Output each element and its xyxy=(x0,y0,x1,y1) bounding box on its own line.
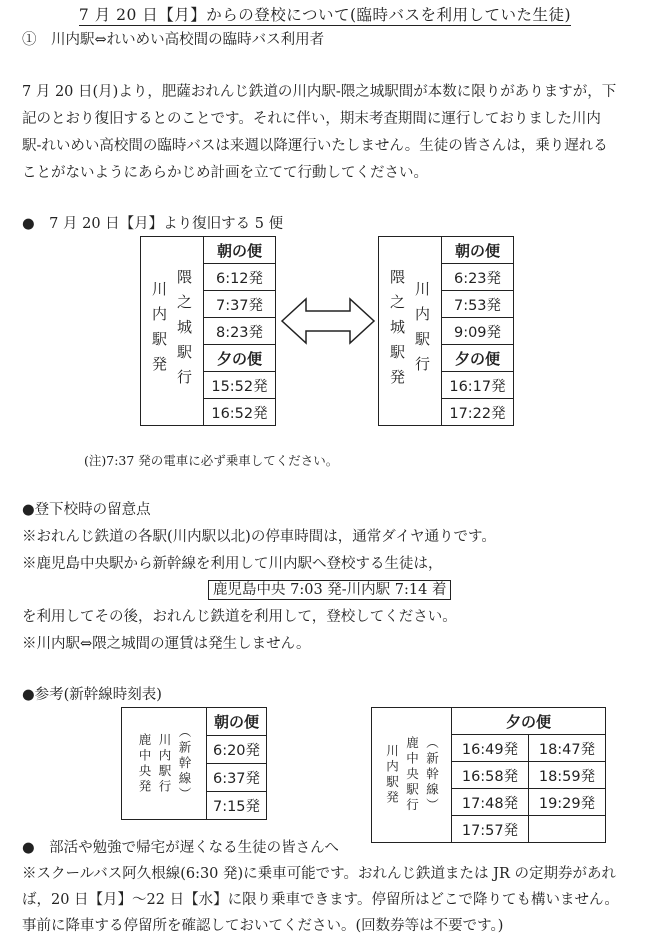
intro-line-2: 記のとおり復旧するとのことです。それに伴い，期末考査期間に運行しておりました川内 xyxy=(22,111,601,127)
origin-label: 川内駅発 xyxy=(384,744,400,806)
page-title xyxy=(0,3,650,25)
destination-label: 鹿中央駅行 xyxy=(404,736,420,814)
destination-label: 川内駅発 xyxy=(150,281,168,381)
time-cell: 7:15発 xyxy=(207,792,267,820)
time-cell: 16:58発 xyxy=(452,762,529,789)
closing-line-2: ば，20 日【月】～22 日【水】に限り乗車できます。停留所はどこで降りても構いません。 xyxy=(22,892,619,908)
time-cell: 16:52発 xyxy=(204,399,276,426)
time-cell: 6:20発 xyxy=(207,736,267,764)
evening-label: 夕の便 xyxy=(452,708,606,735)
timetable-to-sendai xyxy=(378,236,514,426)
destination-label: 隈之城駅行 xyxy=(175,268,193,394)
morning-label: 朝の便 xyxy=(442,237,514,264)
destination-label: 隈之城駅発 xyxy=(388,268,406,394)
intro-line-1: 7 月 20 日(月)より，肥薩おれんじ鉄道の川内駅-隈之城駅間が本数に限りがありますが，下 xyxy=(22,84,617,100)
shinkansen-evening-table xyxy=(371,707,606,843)
section-commute-notes: ●登下校時の留意点 xyxy=(22,502,151,518)
shinkansen-header-cell xyxy=(372,708,452,843)
intro-line-4: ことがないようにあらかじめ計画を立てて行動してください。 xyxy=(22,165,428,181)
destination-label: 川内駅行 xyxy=(157,732,172,795)
note-point-1: ※おれんじ鉄道の各駅(川内駅以北)の停車時間は，通常ダイヤ通りです。 xyxy=(22,529,496,545)
time-cell: 19:29発 xyxy=(529,789,606,816)
closing-line-3: 事前に降車する停留所を確認しておいてください。(回数券等は不要です。) xyxy=(22,918,504,934)
boxed-train-text: 鹿児島中央 7:03 発-川内駅 7:14 着 xyxy=(208,580,451,600)
time-cell: 17:57発 xyxy=(452,816,529,843)
evening-label: 夕の便 xyxy=(204,345,276,372)
intro-line-3: 駅-れいめい高校間の臨時バスは来週以降運行いたしません。生徒の皆さんは，乗り遅れる xyxy=(22,138,608,154)
note-point-4: ※川内駅⇔隈之城間の運賃は発生しません。 xyxy=(22,636,311,652)
closing-line-1: ※スクールバス阿久根線(6:30 発)に乗車可能です。おれんじ鉄道または JR の定期券があれ xyxy=(22,866,616,882)
time-cell: 15:52発 xyxy=(204,372,276,399)
timetable-to-kumanojo xyxy=(140,236,276,426)
morning-label: 朝の便 xyxy=(204,237,276,264)
section-shinkansen-reference: ●参考(新幹線時刻表) xyxy=(22,687,162,703)
time-cell: 6:23発 xyxy=(442,264,514,291)
timetable-header-cell xyxy=(141,237,204,426)
note-point-2: ※鹿児島中央駅から新幹線を利用して川内駅へ登校する生徒は， xyxy=(22,556,443,572)
section-late-students: ● 部活や勉強で帰宅が遅くなる生徒の皆さんへ xyxy=(22,840,339,856)
timetable-header-cell xyxy=(379,237,442,426)
shinkansen-header-cell xyxy=(122,708,207,820)
time-cell: 7:37発 xyxy=(204,291,276,318)
note-point-3: を利用してその後，おれんじ鉄道を利用して，登校してください。 xyxy=(22,609,457,625)
time-cell: 16:49発 xyxy=(452,735,529,762)
time-cell: 9:09発 xyxy=(442,318,514,345)
heading-bus-users: ① 川内駅⇔れいめい高校間の臨時バス利用者 xyxy=(22,32,325,48)
time-cell: 16:17発 xyxy=(442,372,514,399)
time-cell: 17:22発 xyxy=(442,399,514,426)
destination-label: 川内駅行 xyxy=(413,281,431,381)
boxed-train-info xyxy=(208,578,451,599)
time-cell: 7:53発 xyxy=(442,291,514,318)
double-arrow-icon xyxy=(280,296,376,346)
time-cell: 8:23発 xyxy=(204,318,276,345)
shinkansen-label: （新幹線） xyxy=(177,724,192,803)
time-cell: 6:37発 xyxy=(207,764,267,792)
evening-label: 夕の便 xyxy=(442,345,514,372)
time-cell: 6:12発 xyxy=(204,264,276,291)
section-restored-trains: ● 7 月 20 日【月】より復旧する 5 便 xyxy=(22,216,284,232)
time-cell: 18:47発 xyxy=(529,735,606,762)
origin-label: 鹿中央発 xyxy=(137,732,152,795)
time-cell: 18:59発 xyxy=(529,762,606,789)
morning-label: 朝の便 xyxy=(207,708,267,736)
note-text: (注)7:37 発の電車に必ず乗車してください。 xyxy=(84,453,339,468)
time-cell: 17:48発 xyxy=(452,789,529,816)
time-cell xyxy=(529,816,606,843)
shinkansen-morning-table xyxy=(121,707,267,820)
shinkansen-label: （新幹線） xyxy=(424,736,440,814)
page-title-text: 7 月 20 日【月】からの登校について(臨時バスを利用していた生徒) xyxy=(78,6,572,24)
